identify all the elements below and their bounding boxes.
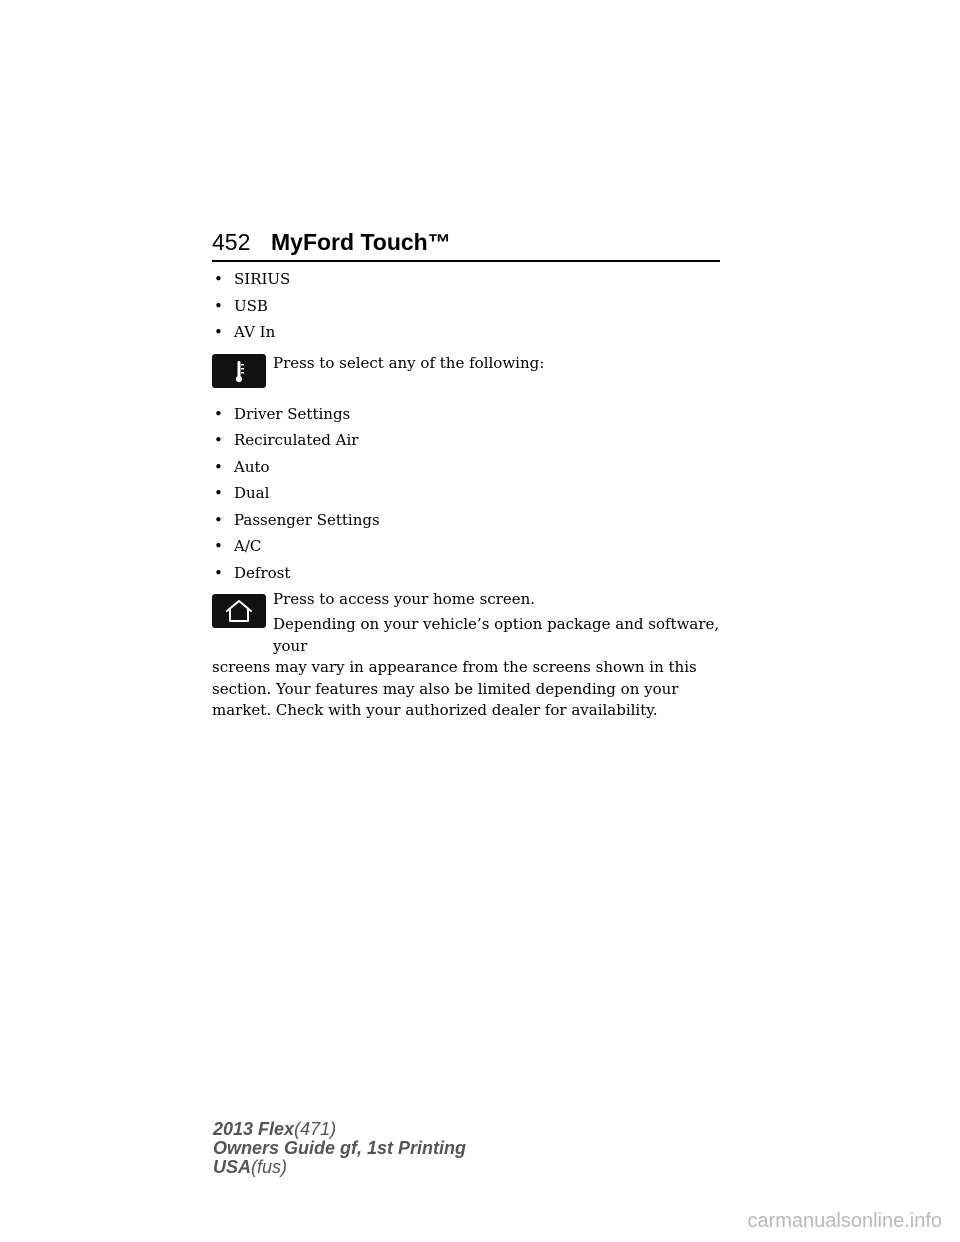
list-item: • Recirculated Air bbox=[214, 431, 359, 449]
footer-model: 2013 Flex bbox=[213, 1119, 295, 1139]
list-item: • Defrost bbox=[214, 563, 291, 582]
page-header bbox=[212, 226, 720, 262]
list-item: • Driver Settings bbox=[214, 404, 351, 423]
footer-code: (471) bbox=[294, 1119, 337, 1139]
footer-region-code: (fus) bbox=[251, 1157, 288, 1177]
source-list bbox=[212, 268, 722, 348]
thermometer-icon bbox=[212, 354, 266, 388]
home-icon bbox=[212, 594, 266, 628]
climate-description: Press to select any of the following: bbox=[273, 353, 545, 372]
climate-row bbox=[212, 352, 722, 399]
list-item: • USB bbox=[214, 296, 268, 315]
list-item: • Passenger Settings bbox=[214, 510, 380, 529]
watermark: carmanualsonline.info bbox=[747, 1210, 942, 1232]
home-description: Press to access your home screen. bbox=[273, 590, 536, 608]
list-item: • SIRIUS bbox=[214, 270, 291, 288]
page-number: 452 bbox=[212, 229, 251, 255]
footer-region: USA bbox=[213, 1157, 252, 1177]
section-title: MyFord Touch™ bbox=[271, 229, 451, 255]
footer-guide: Owners Guide gf, 1st Printing bbox=[213, 1138, 467, 1158]
page-content bbox=[212, 268, 722, 722]
footer bbox=[213, 1120, 466, 1177]
climate-options-list bbox=[212, 403, 722, 589]
list-item: • A/C bbox=[214, 537, 262, 555]
home-row bbox=[212, 588, 722, 614]
list-item: • AV In bbox=[214, 323, 276, 341]
list-item: • Dual bbox=[214, 484, 270, 502]
list-item: • Auto bbox=[214, 457, 270, 476]
availability-paragraph: Depending on your vehicle’s option package and software, your screens may vary in appearance from the screens shown in this section. Your features may also be limited depending on your market. Check with your authorized dealer for availability. bbox=[212, 615, 720, 719]
